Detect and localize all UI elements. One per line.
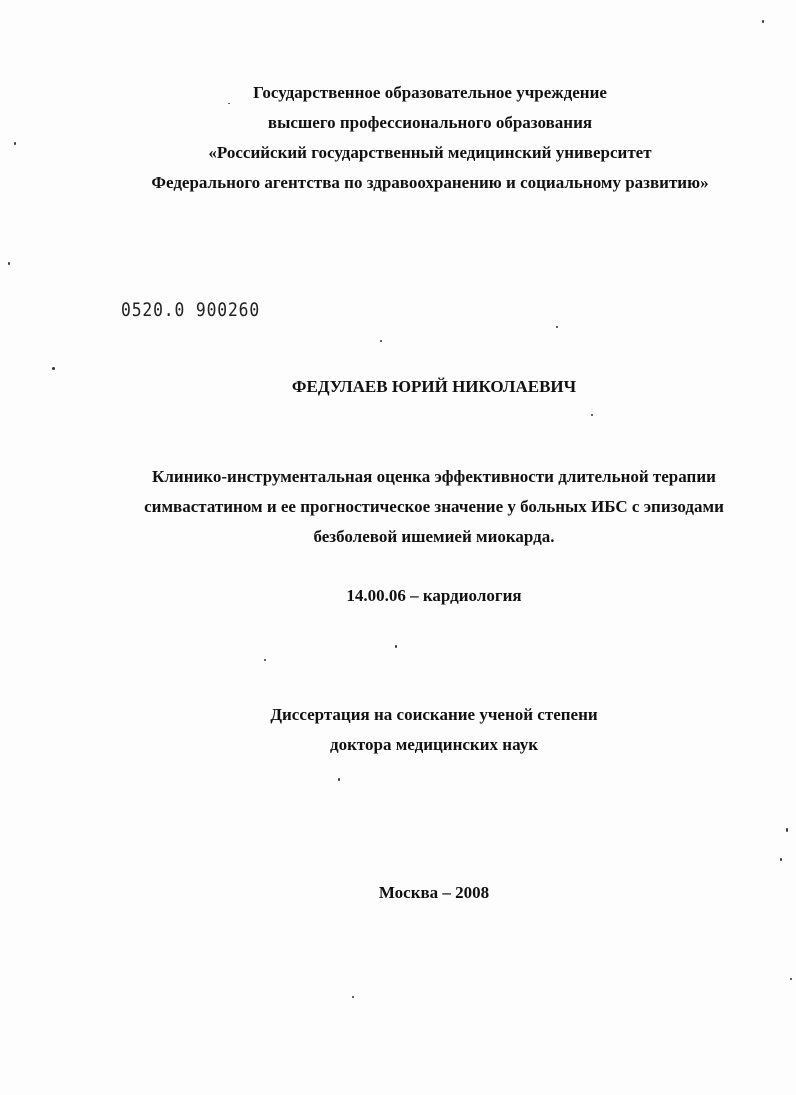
- scan-speck: [591, 414, 593, 416]
- scan-speck: [786, 828, 788, 832]
- institution-line-4: Федерального агентства по здравоохранению и социальному развитию»: [151, 173, 709, 192]
- catalog-code: 0520.0 900260: [121, 299, 261, 321]
- scan-speck: [780, 858, 782, 861]
- scan-speck: [228, 103, 230, 104]
- scan-speck: [8, 262, 10, 265]
- specialty: 14.00.06 – кардиология: [346, 586, 522, 605]
- scan-speck: [556, 326, 558, 328]
- title-line-2: симвастатином и ее прогностическое значение у больных ИБС с эпизодами: [144, 497, 724, 516]
- scan-speck: [762, 20, 764, 23]
- degree-line-2: доктора медицинских наук: [329, 735, 539, 754]
- scan-speck: [338, 778, 340, 781]
- title-line-3: безболевой ишемией миокарда.: [313, 527, 555, 546]
- scan-speck: [264, 659, 266, 661]
- scan-speck: [790, 978, 792, 980]
- scan-speck: [14, 142, 16, 145]
- title-line-1: Клинико-инструментальная оценка эффективности длительной терапии: [152, 467, 716, 486]
- place-year: Москва – 2008: [378, 883, 490, 902]
- degree-line-1: Диссертация на соискание ученой степени: [270, 705, 598, 724]
- scan-speck: [352, 996, 354, 998]
- author-name: ФЕДУЛАЕВ ЮРИЙ НИКОЛАЕВИЧ: [291, 377, 577, 396]
- institution-line-1: Государственное образовательное учреждение: [253, 83, 607, 102]
- scan-speck: [52, 367, 55, 370]
- scan-speck: [380, 340, 382, 342]
- scan-speck: [395, 645, 397, 648]
- institution-line-3: «Российский государственный медицинский университет: [208, 143, 652, 162]
- institution-line-2: высшего профессионального образования: [267, 113, 593, 132]
